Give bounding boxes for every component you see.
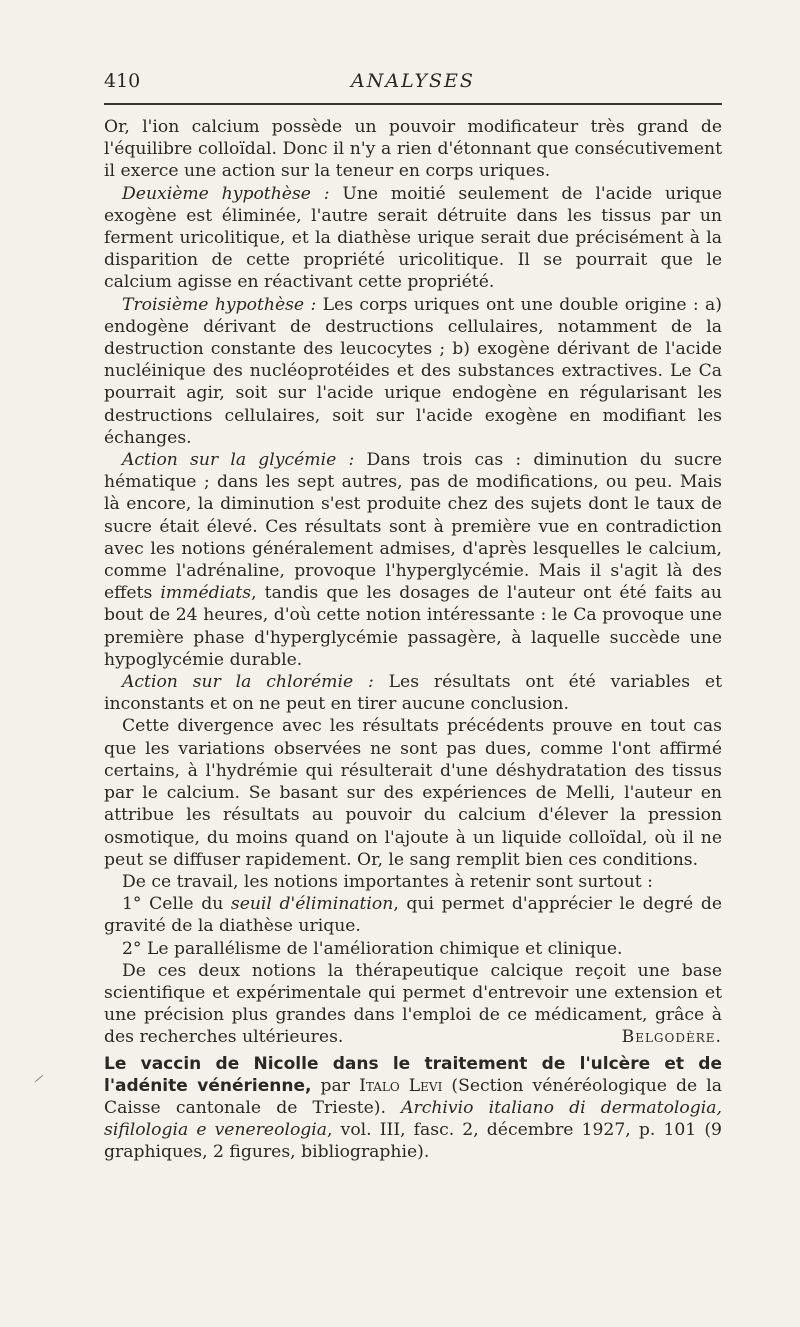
margin-pencil-mark [35,1075,43,1082]
paragraph-conclusions-intro [104,871,722,893]
article-citation [104,1053,722,1164]
article-details: , vol. III, fasc. 2, décembre 1927, p. 101 (9 graphiques, 2 figures, bibliographie). [104,1120,722,1163]
paragraph-text: Les corps uriques ont une double origine : a) endogène dérivant de destructions cellulaires, notamment de la destruction constante des leucocytes ; b) exogène dérivant de l'acide nucléinique des nucléoprotéides et des substances extractives. Le Ca pourrait agir, soit sur l'acide urique endogène en régularisant les destructions cellulaires, soit sur l'acide exogène en modifiant les échanges. [104,294,722,448]
reviewer-signature: Belgodère. [621,1027,722,1048]
paragraph-final [104,960,722,1049]
header-rule [104,103,722,105]
running-title: ANALYSES [351,70,475,92]
paragraph-emphasis: seuil d'élimination [230,894,394,915]
page-number: 410 [104,70,141,92]
paragraph-point-1 [104,893,722,937]
paragraph-point-2 [104,938,722,960]
paragraph-text: Cette divergence avec les résultats précédents prouve en tout cas que les variations observées ne sont pas dues, comme l'ont affirmé certains, à l'hydrémie qui résulterait d'une déshydratation des tissus par le calcium. Se basant sur des expériences de Melli, l'auteur en attribue les résultats au pouvoir du calcium d'élever la pression osmotique, du moins quand on l'ajoute à un liquide colloïdal, où il ne peut se diffuser rapidement. Or, le sang remplit bien ces conditions. [104,716,722,870]
paragraph-glycemia [104,449,722,671]
paragraph-text: , tandis que les dosages de l'auteur ont été faits au bout de 24 heures, d'où cette notion intéressante : le Ca provoque une première phase d'hyperglycémie passagère, à laquelle succède une hypoglycémie durable. [104,583,722,670]
paragraph-text: Les résultats ont été variables et inconstants et on ne peut en tirer aucune conclusion. [104,672,723,715]
article-by: par [311,1075,360,1096]
paragraph-text: , qui permet d'apprécier le degré de gravité de la diathèse urique. [104,894,722,937]
paragraph-calcium-colloid [104,116,722,183]
article-author: Italo Levi [359,1075,443,1096]
paragraph-emphasis: immédiats [160,583,252,604]
body-text [104,116,722,1164]
paragraph-text: Dans trois cas : diminution du sucre hématique ; dans les sept autres, pas de modifications, ou peu. Mais là encore, la diminution s'est produite chez des sujets dont le taux de sucre était élevé. Ces résultats sont à première vue en contradiction avec les notions généralement admises, d'après lesquelles le calcium, comme l'adrénaline, provoque l'hyperglycémie. Mais il s'agit là des effets [104,450,723,604]
paragraph-text: De ce travail, les notions importantes à retenir sont surtout : [122,871,653,892]
paragraph-lead: Action sur la glycémie : [122,450,355,471]
paragraph-text: 1° Celle du [122,894,231,915]
article-affiliation: (Section vénéréologique de la Caisse cantonale de Trieste). [104,1075,722,1118]
article-journal: Archivio italiano di dermatologia, sifilologia e venereologia [104,1097,722,1141]
paragraph-divergence [104,715,722,870]
paragraph-text: De ces deux notions la thérapeutique calcique reçoit une base scientifique et expérimentale qui permet d'entrevoir une extension et une précision plus grandes dans l'emploi de ce médicament, grâce à des recherches ultérieures. [104,960,722,1048]
paragraph-lead: Deuxième hypothèse : [122,183,330,204]
article-title: Le vaccin de Nicolle dans le traitement de l'ulcère et de l'adénite vénérienne, [104,1053,722,1096]
paragraph-lead: Action sur la chlorémie : [122,672,374,693]
paragraph-text: Une moitié seulement de l'acide urique exogène est éliminée, l'autre serait détruite dans les tissus par un ferment uricolitique, et la diathèse urique serait due précisément à la disparition de cette propriété uricolitique. Il se pourrait que le calcium agisse en réactivant cette propriété. [104,183,722,293]
running-header [104,70,722,98]
paragraph-text: 2° Le parallélisme de l'amélioration chimique et clinique. [122,938,623,959]
paragraph-third-hypothesis [104,294,722,449]
paragraph-text: Or, l'ion calcium possède un pouvoir modificateur très grand de l'équilibre colloïdal. Donc il n'y a rien d'étonnant que consécutivement il exerce une action sur la teneur en corps uriques. [104,117,722,182]
paragraph-lead: Troisième hypothèse : [122,294,317,315]
paragraph-chloremia [104,671,722,715]
paragraph-second-hypothesis [104,183,722,294]
